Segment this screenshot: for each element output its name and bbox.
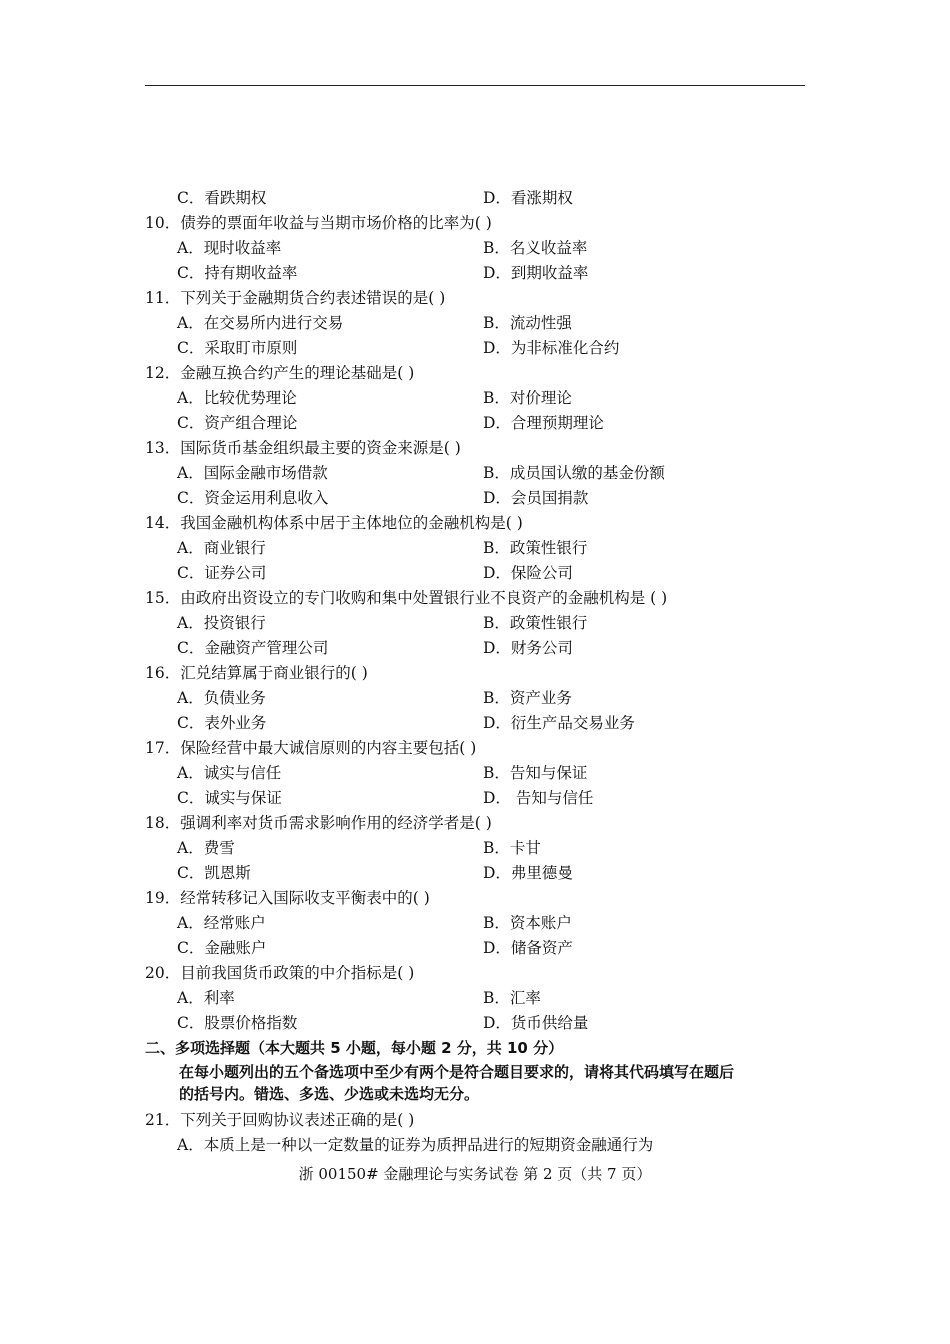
option-c: C．资产组合理论	[177, 414, 298, 432]
option-d: D．货币供给量	[483, 1014, 589, 1032]
question-stem: 14．我国金融机构体系中居于主体地位的金融机构是( )	[145, 514, 523, 532]
option-row	[145, 911, 810, 936]
option-row	[145, 686, 810, 711]
option-a: A．在交易所内进行交易	[177, 314, 344, 332]
option-row	[145, 261, 810, 286]
option-b: B．资本账户	[483, 914, 572, 932]
option-a: A．本质上是一种以一定数量的证券为质押品进行的短期资金融通行为	[177, 1136, 654, 1154]
option-b: B．成员国认缴的基金份额	[483, 464, 665, 482]
option-row	[145, 761, 810, 786]
option-b: B．政策性银行	[483, 614, 588, 632]
option-a: A．投资银行	[177, 614, 266, 632]
option-b: B．名义收益率	[483, 239, 588, 257]
option-d: D．看涨期权	[483, 189, 573, 207]
option-b: B．资产业务	[483, 689, 572, 707]
option-row	[145, 611, 810, 636]
question-stem: 10．债券的票面年收益与当期市场价格的比率为( )	[145, 214, 492, 232]
option-b: B．政策性银行	[483, 539, 588, 557]
option-row	[145, 711, 810, 736]
option-b: B．对价理论	[483, 389, 572, 407]
option-d: D．到期收益率	[483, 264, 589, 282]
option-a: A．诚实与信任	[177, 764, 282, 782]
option-row	[145, 936, 810, 961]
option-row	[145, 836, 810, 861]
option-a: A．经常账户	[177, 914, 266, 932]
option-b: B．流动性强	[483, 314, 572, 332]
section2-heading: 二、多项选择题（本大题共 5 小题，每小题 2 分，共 10 分）	[145, 1039, 564, 1057]
option-a: A．负债业务	[177, 689, 266, 707]
option-a: A．国际金融市场借款	[177, 464, 328, 482]
question-stem: 12．金融互换合约产生的理论基础是( )	[145, 364, 415, 382]
option-row	[145, 561, 810, 586]
option-row	[145, 461, 810, 486]
option-row	[145, 1011, 810, 1036]
question-21-option-a	[145, 1133, 810, 1158]
question-stem: 18．强调利率对货币需求影响作用的经济学者是( )	[145, 814, 492, 832]
option-c: C．证券公司	[177, 564, 267, 582]
option-d: D．保险公司	[483, 564, 573, 582]
option-d: D． 告知与信任	[483, 789, 594, 807]
section2-instruction	[145, 1061, 810, 1105]
option-b: B．汇率	[483, 989, 541, 1007]
option-row	[145, 861, 810, 886]
page-footer: 浙 00150# 金融理论与实务试卷 第 2 页（共 7 页）	[298, 1165, 652, 1183]
instruction-line-1: 在每小题列出的五个备选项中至少有两个是符合题目要求的，请将其代码填写在题后	[179, 1063, 735, 1081]
option-d: D．会员国捐款	[483, 489, 589, 507]
option-d: D．储备资产	[483, 939, 573, 957]
option-c: C．表外业务	[177, 714, 267, 732]
continued-options	[145, 186, 810, 211]
option-a: A．商业银行	[177, 539, 266, 557]
option-d: D．为非标准化合约	[483, 339, 620, 357]
instruction-line-2: 的括号内。错选、多选、少选或未选均无分。	[179, 1085, 480, 1103]
option-b: B．卡甘	[483, 839, 541, 857]
option-row	[145, 411, 810, 436]
option-row	[145, 636, 810, 661]
question-stem: 20．目前我国货币政策的中介指标是( )	[145, 964, 415, 982]
option-d: D．合理预期理论	[483, 414, 604, 432]
question-stem: 19．经常转移记入国际收支平衡表中的( )	[145, 889, 430, 907]
question-stem-21: 21．下列关于回购协议表述正确的是( )	[145, 1111, 415, 1129]
option-a: A．比较优势理论	[177, 389, 297, 407]
option-c: C．诚实与保证	[177, 789, 282, 807]
option-c: C．采取盯市原则	[177, 339, 298, 357]
option-row	[145, 336, 810, 361]
header-rule	[145, 85, 805, 86]
option-a: A．费雪	[177, 839, 235, 857]
question-stem: 16．汇兑结算属于商业银行的( )	[145, 664, 368, 682]
question-stem: 15．由政府出资设立的专门收购和集中处置银行业不良资产的金融机构是 ( )	[145, 589, 668, 607]
question-stem: 13．国际货币基金组织最主要的资金来源是( )	[145, 439, 461, 457]
question-stem: 17．保险经营中最大诚信原则的内容主要包括( )	[145, 739, 477, 757]
option-c: C．持有期收益率	[177, 264, 298, 282]
option-b: B．告知与保证	[483, 764, 588, 782]
option-c: C．金融账户	[177, 939, 267, 957]
option-c: C．资金运用利息收入	[177, 489, 329, 507]
option-row	[145, 236, 810, 261]
option-row	[145, 486, 810, 511]
option-c: C．看跌期权	[177, 189, 267, 207]
exam-content	[145, 186, 810, 1158]
option-row	[145, 311, 810, 336]
option-row	[145, 786, 810, 811]
option-a: A．利率	[177, 989, 235, 1007]
option-a: A．现时收益率	[177, 239, 282, 257]
option-c: C．凯恩斯	[177, 864, 251, 882]
option-row	[145, 986, 810, 1011]
option-c: C．股票价格指数	[177, 1014, 298, 1032]
option-d: D．弗里德曼	[483, 864, 573, 882]
question-stem: 11．下列关于金融期货合约表述错误的是( )	[145, 289, 446, 307]
option-c: C．金融资产管理公司	[177, 639, 329, 657]
option-row	[145, 386, 810, 411]
option-row	[145, 536, 810, 561]
option-d: D．财务公司	[483, 639, 573, 657]
option-d: D．衍生产品交易业务	[483, 714, 635, 732]
